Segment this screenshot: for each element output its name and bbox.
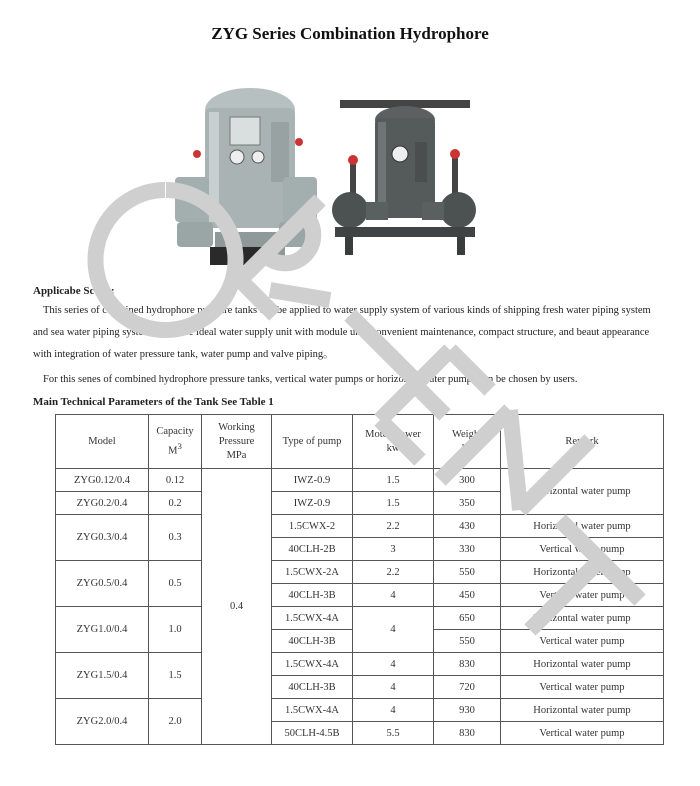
weight-label: Weight — [451, 428, 483, 440]
power-cell: 1.5 — [353, 492, 434, 515]
model-cell: ZYG0.5/0.4 — [56, 561, 149, 607]
weight-unit: kg — [461, 442, 473, 454]
pump-cell: 40CLH-3B — [272, 676, 353, 699]
pump-cell: 1.5CWX-4A — [272, 607, 353, 630]
page-title: ZYG Series Combination Hydrophore — [211, 24, 489, 43]
pressure-label-unit: MPa — [226, 449, 247, 461]
capacity-cell: 0.2 — [149, 492, 202, 515]
scope-paragraph-1: This series of combined hydrophore pressure tanks can be applied to water supply system of various kinds of shipping fresh water piping system and sea water piping system. They are ideal water supply unit with module unit, convenient maintenance, compact structure, and beaut appearance with integration of water pressure tank, water pump and valve piping。 — [33, 305, 651, 360]
weight-cell: 830 — [434, 722, 501, 745]
scope-heading: Applicabe Scope: — [33, 285, 115, 297]
model-cell: ZYG0.12/0.4 — [56, 469, 149, 492]
remark-cell: Horizontal water pump — [501, 653, 664, 676]
capacity-unit: M — [168, 445, 178, 457]
weight-cell: 930 — [434, 699, 501, 722]
weight-cell: 450 — [434, 584, 501, 607]
col-header-weight — [434, 415, 501, 469]
remark-cell: Horizontal water pump — [501, 699, 664, 722]
power-cell: 3 — [353, 538, 434, 561]
weight-cell: 550 — [434, 630, 501, 653]
pressure-cell: 0.4 — [202, 469, 272, 745]
parameters-table — [55, 414, 664, 745]
weight-cell: 830 — [434, 653, 501, 676]
power-cell: 4 — [353, 676, 434, 699]
capacity-cell: 0.12 — [149, 469, 202, 492]
power-cell: 4 — [353, 653, 434, 676]
remark-cell: Vertical water pump — [501, 722, 664, 745]
remark-cell: Horizontal water pump — [501, 515, 664, 538]
pump-cell: 1.5CWX-4A — [272, 699, 353, 722]
pump-cell: 1.5CWX-2 — [272, 515, 353, 538]
table-heading: Main Technical Parameters of the Tank See Table 1 — [33, 396, 274, 408]
capacity-label: Capacity — [156, 425, 194, 437]
power-cell: 2.2 — [353, 561, 434, 584]
remark-cell: Vertical water pump — [501, 538, 664, 561]
col-header-remark: Remark — [501, 415, 664, 469]
pressure-label-line2: Pressure — [218, 435, 255, 447]
weight-cell: 430 — [434, 515, 501, 538]
power-cell: 4 — [353, 607, 434, 653]
power-unit: kw — [386, 442, 400, 454]
pump-cell: 40CLH-2B — [272, 538, 353, 561]
power-cell: 4 — [353, 584, 434, 607]
remark-cell: Horizontal water pump — [501, 607, 664, 630]
remark-cell: Horizontal water pump — [501, 469, 664, 515]
capacity-cell: 2.0 — [149, 699, 202, 745]
power-cell: 2.2 — [353, 515, 434, 538]
weight-cell: 300 — [434, 469, 501, 492]
model-cell: ZYG1.0/0.4 — [56, 607, 149, 653]
power-cell: 5.5 — [353, 722, 434, 745]
weight-cell: 550 — [434, 561, 501, 584]
capacity-cell: 1.0 — [149, 607, 202, 653]
pump-cell: 50CLH-4.5B — [272, 722, 353, 745]
capacity-cell: 1.5 — [149, 653, 202, 699]
col-header-pressure — [202, 415, 272, 469]
pump-cell: IWZ-0.9 — [272, 469, 353, 492]
pump-cell: 40CLH-3B — [272, 630, 353, 653]
power-cell: 1.5 — [353, 469, 434, 492]
table-header-row — [56, 415, 664, 469]
power-label: Motor Power — [365, 428, 421, 440]
table-row — [56, 515, 664, 538]
pressure-label-line1: Working — [218, 421, 255, 433]
table-row — [56, 469, 664, 492]
table-row — [56, 653, 664, 676]
capacity-unit-exponent: 3 — [177, 440, 182, 451]
hydrophore-photo-right — [330, 92, 480, 262]
scope-paragraph-2: For this senes of combined hydrophore pressure tanks, vertical water pumps or horizontal water pumps can be chosen by users. — [43, 374, 578, 385]
remark-cell: Vertical water pump — [501, 584, 664, 607]
col-header-capacity — [149, 415, 202, 469]
weight-cell: 350 — [434, 492, 501, 515]
pump-cell: 1.5CWX-2A — [272, 561, 353, 584]
model-cell: ZYG1.5/0.4 — [56, 653, 149, 699]
capacity-cell: 0.5 — [149, 561, 202, 607]
remark-cell: Vertical water pump — [501, 630, 664, 653]
pump-cell: IWZ-0.9 — [272, 492, 353, 515]
model-cell: ZYG2.0/0.4 — [56, 699, 149, 745]
weight-cell: 650 — [434, 607, 501, 630]
col-header-pump: Type of pump — [272, 415, 353, 469]
model-cell: ZYG0.2/0.4 — [56, 492, 149, 515]
pump-cell: 40CLH-3B — [272, 584, 353, 607]
power-cell: 4 — [353, 699, 434, 722]
table-row — [56, 699, 664, 722]
capacity-cell: 0.3 — [149, 515, 202, 561]
hydrophore-photo-left — [175, 82, 320, 272]
table-row — [56, 607, 664, 630]
weight-cell: 720 — [434, 676, 501, 699]
col-header-power — [353, 415, 434, 469]
remark-cell: Horizontal water pump — [501, 561, 664, 584]
pump-cell: 1.5CWX-4A — [272, 653, 353, 676]
weight-cell: 330 — [434, 538, 501, 561]
table-row — [56, 561, 664, 584]
model-cell: ZYG0.3/0.4 — [56, 515, 149, 561]
remark-cell: Vertical water pump — [501, 676, 664, 699]
col-header-model: Model — [56, 415, 149, 469]
